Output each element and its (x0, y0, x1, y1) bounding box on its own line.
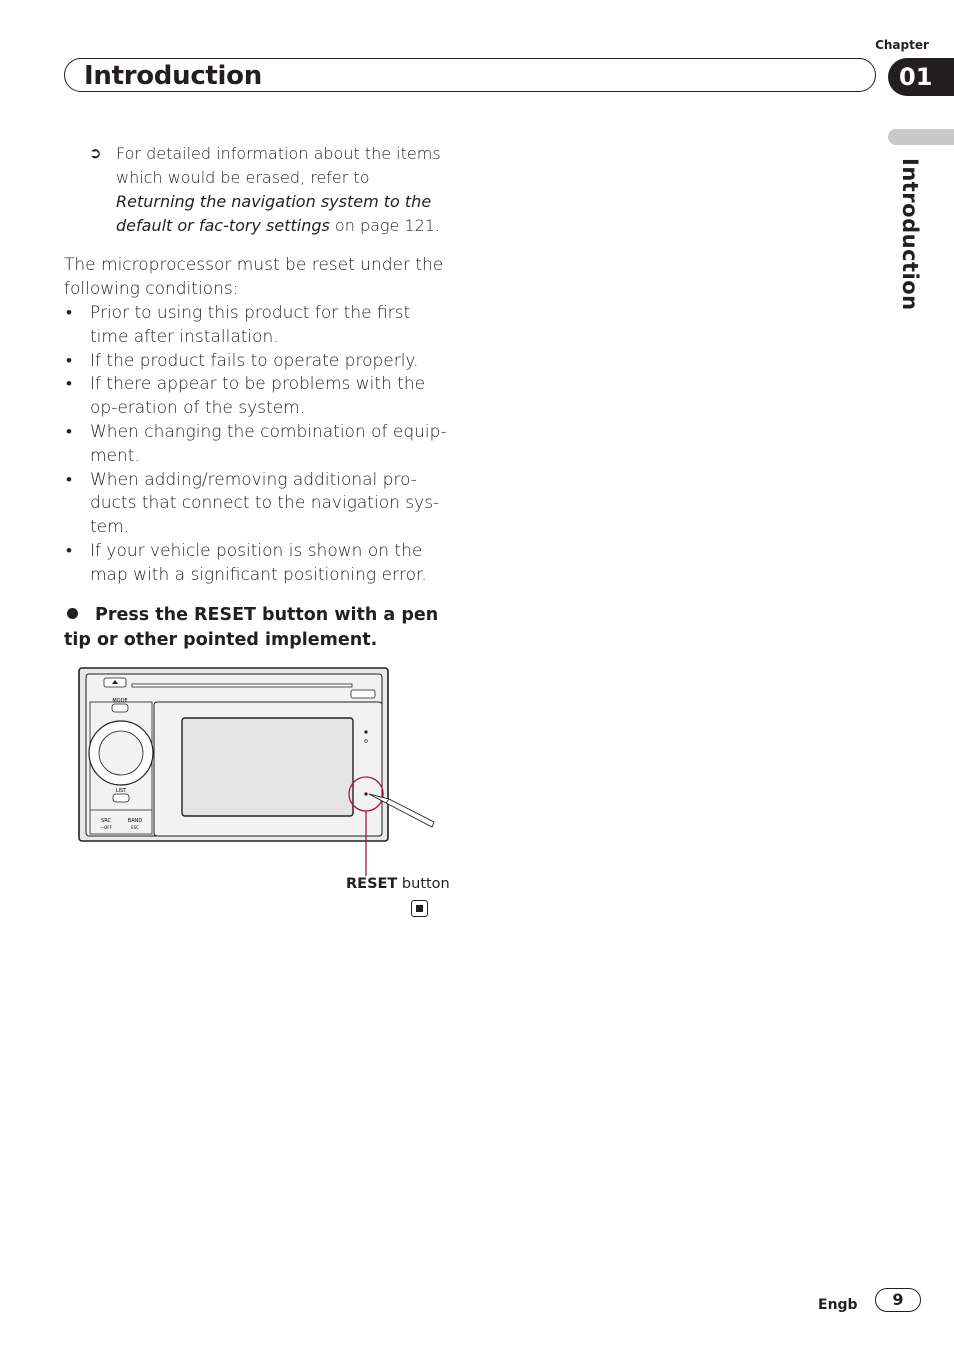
list-item-text: If your vehicle position is shown on the map with a significant positioning error. (90, 540, 427, 585)
list-item (64, 302, 449, 350)
list-item-text: If there appear to be problems with the op-eration of the system. (90, 374, 426, 419)
list-item-text: When adding/removing additional pro-ducts that connect to the navigation sys-tem. (90, 469, 440, 538)
chapter-label: Chapter (875, 38, 929, 52)
disc-slot (132, 684, 352, 687)
intro-paragraph: The microprocessor must be reset under the following conditions: (64, 255, 444, 299)
bullet-icon: • (66, 350, 72, 371)
src-label: SRC (101, 818, 111, 824)
caption-rest: button (397, 876, 450, 892)
note-text-before: For detailed information about the items which would be erased, refer to (116, 144, 441, 187)
list-item (64, 373, 449, 421)
conditions-list (64, 302, 449, 588)
page-title: Introduction (84, 61, 262, 91)
instruction-step (64, 603, 454, 652)
mode-button (112, 704, 128, 712)
note-text (116, 142, 448, 238)
src-sub-label: —OFF (100, 825, 112, 830)
bullet-icon: • (66, 469, 72, 490)
bullet-icon: • (66, 303, 72, 323)
band-label: BAND (127, 818, 143, 824)
language-code: Engb (818, 1297, 858, 1313)
list-item (64, 469, 449, 540)
list-item (64, 350, 449, 374)
reset-button (364, 792, 367, 795)
list-label: LIST (115, 788, 127, 794)
step-bullet-icon (67, 608, 78, 619)
indicator-led (364, 730, 367, 733)
page-number: 9 (875, 1288, 921, 1312)
list-item (64, 540, 449, 588)
multi-control-dial-inner (99, 731, 143, 775)
bullet-icon: • (66, 421, 72, 442)
note-text-after: on page 121. (329, 216, 441, 235)
note-reference: Returning the navigation system to the default or fac-tory settings (116, 192, 432, 235)
side-tab-bar (888, 129, 954, 145)
end-of-section-icon (411, 900, 428, 917)
figure-caption (346, 876, 450, 892)
caption-bold: RESET (346, 876, 398, 892)
list-item-text: When changing the combination of equip-ment. (90, 421, 447, 466)
list-item-text: If the product fails to operate properly. (90, 350, 419, 371)
list-button (113, 794, 129, 802)
instruction-step-text: Press the RESET button with a pen tip or other pointed implement. (64, 605, 439, 650)
list-item-text: Prior to using this product for the first time after installation. (90, 303, 411, 347)
chapter-number-tab: 01 (888, 58, 954, 96)
list-item (64, 421, 449, 469)
side-tab-label: Introduction (898, 158, 922, 311)
mode-label: MODE (112, 698, 128, 704)
arrow-bullet-icon: ➲ (89, 144, 102, 162)
display-screen (182, 718, 353, 816)
band-sub-label: ESC (131, 825, 139, 830)
top-right-button (351, 690, 375, 698)
bullet-icon: • (66, 540, 72, 561)
bullet-icon: • (66, 374, 72, 395)
